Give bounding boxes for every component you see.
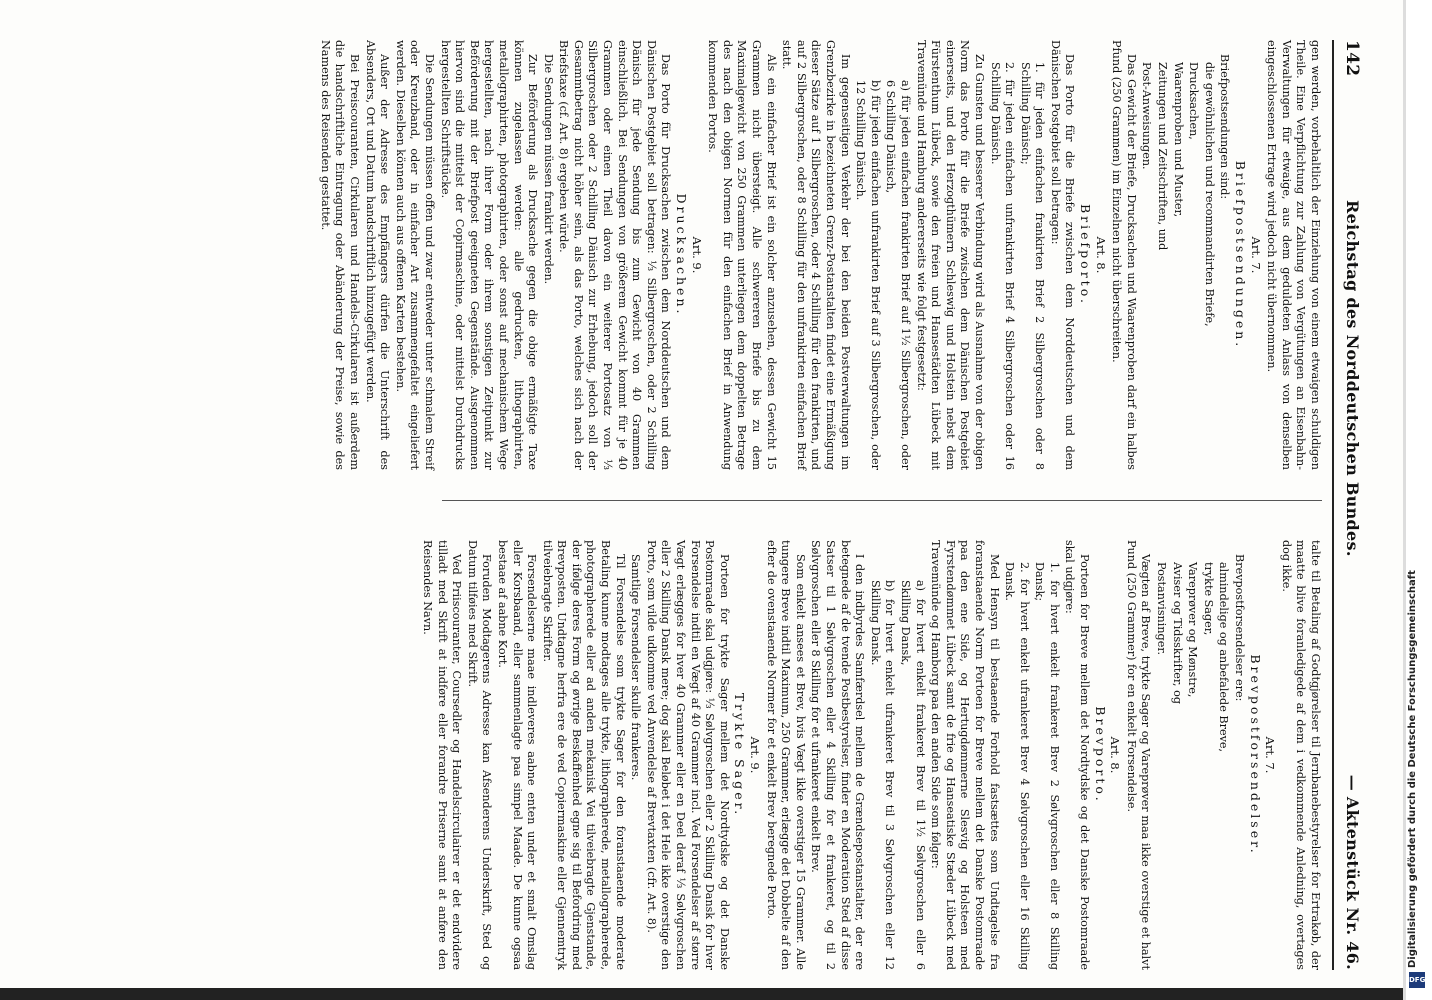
paragraph: Ved Priiscouranter, Coursedler og Handelscirculairer er det endvidere tilladt med Skrift at indføre eller forandre Priserne samt at anføre den Reisendes Navn.	[420, 540, 464, 970]
list-item: Zeitungen und Zeitschriften, und	[1156, 62, 1170, 251]
column-divider	[442, 500, 1322, 501]
article-subheading: Brevporto.	[1092, 706, 1108, 804]
paragraph: Samtlige Forsendelser skulle frankeres.	[629, 554, 643, 781]
danish-column	[418, 540, 1322, 970]
paragraph: Portoen for trykte Sager mellem det Nordtydske og det Danske Postomraade skal udgjøre: ⅓ Sølvgroschen eller 2 Skilling Dansk for hver Forsendelse indtil en Vægt af 40 Grammer incl. Ved Forsendelser af større Vægt erlægges for hver 40 Grammer eller en Deel deraf ⅓ Sølvgroschen eller 2 Skilling Dansk mere; dog skal Beløbet i det Hele ikke overstige den Porto, som vilde udkomme ved Anvendelse af Brevtaxten (cfr. Art. 8).	[644, 540, 731, 970]
digitization-credit-strip	[1403, 0, 1432, 1000]
list-item: a) for hvert enkelt frankeret Brev til 1½ Sølvgroschen eller 6 Skilling Dansk,	[898, 580, 927, 970]
article-subheading: Briefpostsendungen.	[1233, 160, 1249, 350]
list-item: Post-Anweisungen.	[1140, 62, 1154, 170]
paragraph: Briefpostsendungen sind:	[1218, 54, 1232, 200]
paragraph: Til Forsendelse som trykte Sager for den foranstaaende moderate Betaling kunne modtages alle trykte, lithographerede, metallographerede, photographerede eller ad anden mekanisk Vei tilveiebragte Gjenstande, der ifølge deres Form og øvrige Beskaffenhed egne sig til Befordring med Brevposten. Undtagne herfra ere de ved Copiermaskine eller Gjennemtryk tilveiebragte Skrifter.	[540, 540, 627, 970]
article-subheading: Trykte Sager.	[732, 692, 748, 818]
paragraph: Das Gewicht der Briefe, Drucksachen und Waarenproben darf ein halbes Pfund (250 Grammen) im Einzelnen nicht überschreiten.	[1110, 40, 1138, 470]
paragraph: Bei Preiscouranten, Cirkularen und Handels-Cirkularen ist außerdem die handschriftliche Eintragung oder Abänderung der Preise, sowie des Namens des Reisenden gestattet.	[318, 40, 361, 470]
page-number: 142	[1342, 40, 1362, 77]
list-item: 2. für jeden einfachen unfrankirten Brief 4 Silbergroschen oder 16 Schilling Dänisch.	[988, 62, 1017, 470]
paragraph: Das Porto für Drucksachen zwischen dem Norddeutschen und dem Dänischen Postgebiet soll betragen: ⅓ Silbergroschen, oder 2 Schilling Dänisch für jede Sendung bis zum Gewicht von 40 Grammen einschließlich. Bei Sendungen von größerem Gewicht kommt für je 40 Grammen oder einen Theil davon ein weiterer Portosatz von ⅓ Silbergroschen oder 2 Schilling Dänisch zur Erhebung, jedoch soll der Gesammtbetrag nicht höher sein, als das Porto, welches sich nach der Briefstaxe (cf. Art. 8) ergeben würde.	[557, 40, 673, 470]
paragraph: Brevpostforsendelser ere:	[1233, 554, 1247, 702]
list-item: die gewöhnlichen und recommandirten Briefe,	[1202, 62, 1216, 327]
article-heading: Art. 9.	[689, 236, 704, 274]
list-item: Aviser og Tidsskrifter, og	[1170, 562, 1184, 705]
paragraph: Portoen for Breve mellem det Nordtydske og det Danske Postomraade skal udgjøre:	[1063, 540, 1092, 970]
paragraph: talte til Betaling af Godtgjørelser til Jernbanebestyrelser for Ertrakøb, der maatte blive foranledigede af dem i vedkommende Anledning, overtages dog ikke.	[1279, 540, 1322, 970]
paragraph: Med Hensyn til bestaaende Forhold fastsættes som Undtagelse fra foranstaaende Norm Portoen for Breve mellem det Danske Postomraade paa den ene Side, og Hertugdømmerne Slesvig og Holsteen med Fyrstendømmet Lübeck samt de frie og Hanseatiske Stæder Lübeck med Travemünde og Hamborg paa den anden Side som følger:	[929, 540, 1001, 970]
paragraph: Vægten af Breve, trykte Sager og Vareprøver maa ikke overstige et halvt Pund (250 Grammer) for en enkelt Forsendelse.	[1124, 540, 1153, 970]
article-heading: Art. 7.	[1263, 736, 1278, 774]
article-subheading: Brevpostforsendelser.	[1247, 654, 1263, 856]
header-subtitle: — Aktenstück Nr. 46.	[1343, 774, 1362, 970]
article-heading: Art. 8.	[1093, 236, 1108, 274]
article-subheading: Briefporto.	[1078, 204, 1094, 306]
list-item: Drucksachen,	[1187, 62, 1201, 140]
list-item: Vareprøver og Mønstre,	[1186, 562, 1200, 698]
paragraph: Som enkelt ansees et Brev, hvis Vægt ikke overstiger 15 Grammer. Alle tungere Breve indtil Maximum, 250 Grammer, erlægge det Dobbelte af den efter de ovenstaaende Normer for et enkelt Brev beregnede Porto.	[764, 540, 807, 970]
article-heading: Art. 8.	[1108, 736, 1123, 774]
paragraph: Außer der Adresse des Empfängers dürfen die Unterschrift des Absenders, Ort und Datum handschriftlich hinzugefügt werden.	[363, 40, 392, 470]
list-item: b) für jeden einfachen unfrankirten Brief auf 3 Silbergroschen, oder 12 Schilling Dänisch.	[854, 80, 882, 470]
paragraph: gen werden, vorbehaltlich der Einziehung von einem etwaigen schuldigen Theile. Eine Verpflichtung zur Zahlung von Vergütungen an Eisenbahn-Verwaltungen für etwaige, aus dem geduldeten Anlass von denselben eingeschlossenen Ertrage wird jedoch nicht übernommen.	[1265, 40, 1322, 470]
paragraph: Foruden Modtagerens Adresse kan Afsenderens Underskrift, Sted og Datum tilføies med Skrift.	[465, 540, 494, 970]
funding-caption: Digitalisierung gefördert durch die Deutsche Forschungsgemeinschaft	[1407, 570, 1418, 968]
header-rule	[1332, 40, 1334, 970]
paragraph: Die Sendungen müssen frankirt werden.	[541, 54, 555, 285]
list-item: 2. for hvert enkelt ufrankeret Brev 4 Sølvgroschen eller 16 Skilling Dansk.	[1003, 562, 1031, 970]
list-item: trykte Sager,	[1201, 562, 1215, 636]
paragraph: Im gegenseitigen Verkehr der bei den beiden Postverwaltungen im Grenzbezirke in bezeichneten Grenz-Postanstalten findet eine Ermäßigung dieser Sätze auf 1 Silbergroschen, oder 4 Schilling für den frankirten, und auf 2 Silbergroschen, oder 8 Schilling für den unfrankirten einfachen Brief statt.	[780, 40, 852, 470]
list-item: 1. for hvert enkelt frankeret Brev 2 Sølvgroschen eller 8 Skilling Dansk;	[1033, 562, 1061, 970]
dfg-logo-icon: DFG	[1409, 972, 1425, 988]
article-subheading: Drucksachen.	[674, 193, 690, 317]
paragraph: Zur Beförderung als Drucksache gegen die obige ermäßigte Taxe können zugelassen werden: alle gedruckten, lithographirten, metallographirten, photographirten, oder sonst auf mechanischem Wege hergestellten, nach ihrer Form oder ihrem sonstigen Zeitpunkt zur Beförderung mit der Briefpost geeigneten Gegenstände. Ausgenommen hiervon sind die mittelst der Copirmaschine, oder mittelst Durchdrucks hergestellten Schriftstücke.	[438, 40, 540, 470]
article-heading: Art. 9.	[748, 736, 763, 774]
page-header	[1332, 40, 1362, 970]
paragraph: Als ein einfacher Brief ist ein solcher anzusehen, dessen Gewicht 15 Grammen nicht übersteigt. Alle schwereren Briefe bis zu dem Maximalgewicht von 250 Grammen unterliegen dem doppelten Betrage des nach den obigen Normen für den einfachen Brief in Anwendung kommenden Portos.	[706, 40, 778, 470]
list-item: Waarenproben und Muster,	[1171, 62, 1185, 218]
paragraph: I den indbyrdes Samfærdsel mellem de Grændsepostanstalter, der ere betegnede af de tvende Postbestyrelser, finder en Moderation Sted af disse Satser til 1 Sølvgroschen eller 4 Skilling for et frankeret, og til 2 Sølvgroschen eller 8 Skilling for et ufrankeret enkelt Brev.	[809, 540, 867, 970]
paragraph: Die Sendungen müssen offen und zwar entweder unter schmalem Streif oder Kreuzband, oder in einfacher Art zusammengefaltet eingeliefert werden. Dieselben können auch aus offenen Karten bestehen.	[393, 40, 436, 470]
list-item: a) für jeden einfachen frankirten Brief auf 1½ Silbergroschen, oder 6 Schilling Dänisch,	[884, 80, 912, 470]
paragraph: Zu Gunsten und besserer Verbindung wird als Ausnahme von der obigen Norm das Porto für die Briefe zwischen dem Dänischen Postgebiet einerseits, und den Herzogthümern Schleswig und Holstein nebst dem Fürstenthum Lübeck, sowie den freien und Hansestädten Lübeck mit Travemünde und Hamburg andererseits wie folgt festgesetzt:	[914, 40, 986, 470]
article-heading: Art. 7.	[1248, 236, 1263, 274]
list-item: Postanvisninger.	[1155, 562, 1169, 656]
german-column	[316, 40, 1322, 470]
header-title: Reichstag des Norddeutschen Bundes.	[1343, 200, 1362, 557]
paragraph: Das Porto für die Briefe zwischen dem Norddeutschen und dem Dänischen Postgebiet soll betragen:	[1048, 40, 1077, 470]
list-item: b) for hvert enkelt ufrankeret Brev til 3 Sølvgroschen eller 12 Skilling Dansk.	[868, 580, 897, 970]
scan-edge-shadow	[0, 988, 1403, 1000]
list-item: 1. für jeden einfachen frankirten Brief 2 Silbergroschen oder 8 Schilling Dänisch;	[1018, 62, 1047, 470]
list-item: almindelige og anbefalede Breve,	[1217, 562, 1231, 753]
strip-edge	[1403, 0, 1406, 1000]
paragraph: Forsendelserne maae indleveres aabne enten under et smalt Omslag eller Korsbaand, eller sammenlagte paa simpel Maade. De kunne ogsaa bestaae af aabne Kort.	[495, 540, 539, 970]
